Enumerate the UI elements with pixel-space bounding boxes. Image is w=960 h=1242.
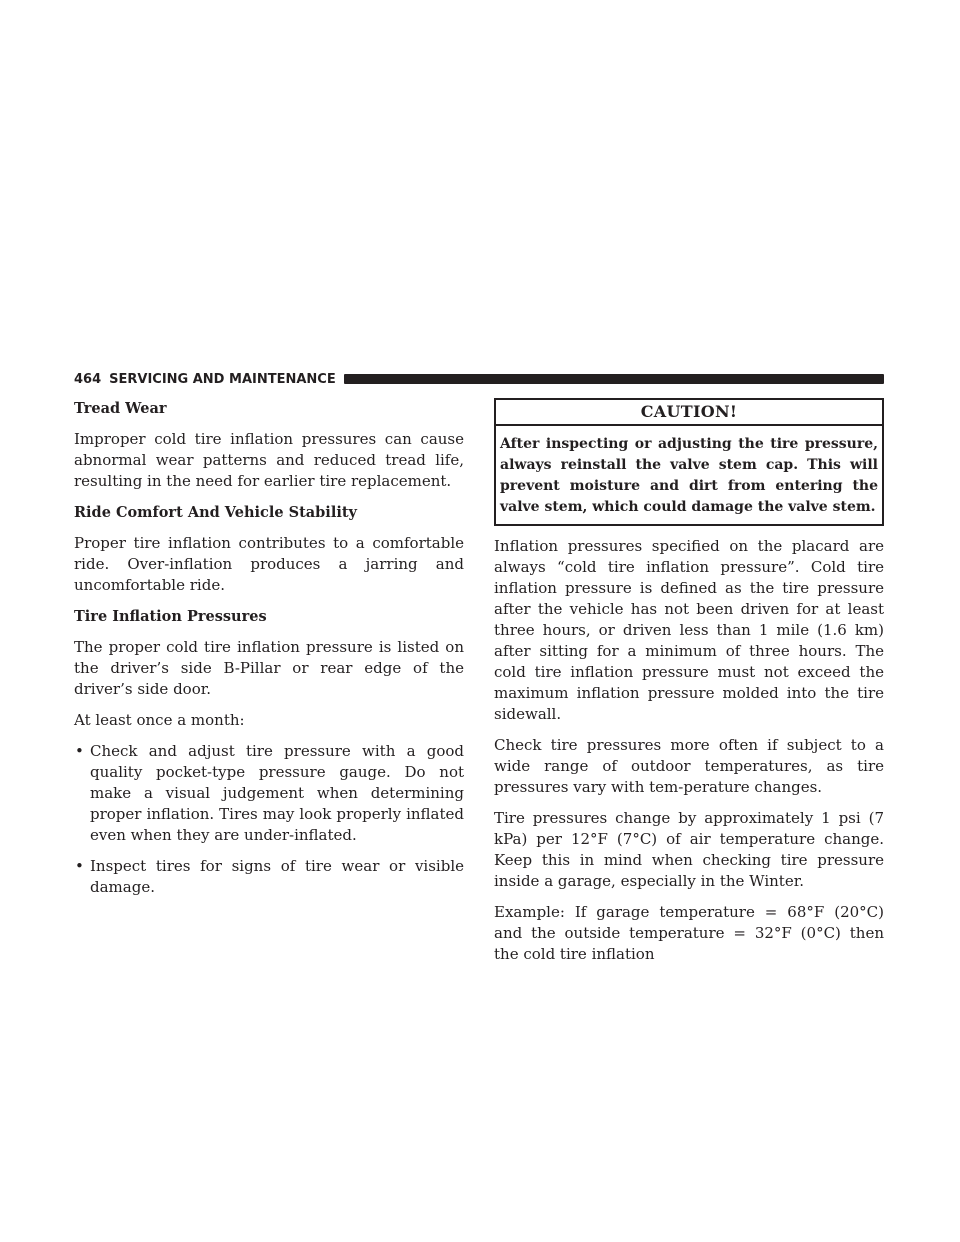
check-often-paragraph: Check tire pressures more often if subject to a wide range of outdoor temperatures, as tire pressures vary with tem-perature changes.	[494, 736, 884, 796]
left-column	[74, 398, 464, 908]
tread-wear-heading: Tread Wear	[74, 400, 167, 417]
page-number: 464	[74, 371, 102, 387]
cold-inflation-paragraph: Inflation pressures specified on the placard are always “cold tire inflation pressure”. Cold tire inflation pressure is defined as the tire pressure after the vehicle has not been driven for at least three hours, or driven less than 1 mile (1.6 km) after sitting for a minimum of three hours. The cold tire inflation pressure must not exceed the maximum inflation pressure molded into the tire sidewall.	[494, 537, 884, 723]
caution-title: CAUTION!	[496, 400, 882, 426]
pressure-change-paragraph: Tire pressures change by approximately 1 psi (7 kPa) per 12°F (7°C) of air temperature change. Keep this in mind when checking tire pressure inside a garage, especially in the Winter.	[494, 809, 884, 890]
list-item	[74, 856, 464, 898]
example-paragraph: Example: If garage temperature = 68°F (20°C) and the outside temperature = 32°F (0°C) then the cold tire inflation	[494, 903, 884, 963]
inflation-pressures-heading: Tire Inflation Pressures	[74, 608, 267, 625]
bullet-icon: •	[75, 742, 84, 760]
list-item-text: Inspect tires for signs of tire wear or visible damage.	[90, 857, 464, 896]
page-header	[74, 370, 884, 388]
header-rule	[344, 374, 884, 384]
ride-comfort-heading: Ride Comfort And Vehicle Stability	[74, 504, 357, 521]
caution-box	[494, 398, 884, 526]
section-title: SERVICING AND MAINTENANCE	[109, 371, 336, 387]
list-item-text: Check and adjust tire pressure with a good quality pocket-type pressure gauge. Do not make a visual judgement when determining proper inflation. Tires may look properly inflated even when they are under-inflated.	[90, 742, 464, 844]
right-column	[494, 398, 884, 975]
caution-text: After inspecting or adjusting the tire pressure, always reinstall the valve stem cap. This will prevent moisture and dirt from entering the valve stem, which could damage the valve stem.	[500, 436, 878, 515]
inflation-pressures-text: The proper cold tire inflation pressure is listed on the driver’s side B-Pillar or rear edge of the driver’s side door.	[74, 638, 464, 698]
list-item	[74, 741, 464, 846]
ride-comfort-text: Proper tire inflation contributes to a comfortable ride. Over-inflation produces a jarring and uncomfortable ride.	[74, 534, 464, 594]
tread-wear-text: Improper cold tire inflation pressures can cause abnormal wear patterns and reduced tread life, resulting in the need for earlier tire replacement.	[74, 430, 464, 490]
monthly-intro: At least once a month:	[74, 711, 245, 729]
monthly-checklist	[74, 741, 464, 898]
bullet-icon: •	[75, 857, 84, 875]
